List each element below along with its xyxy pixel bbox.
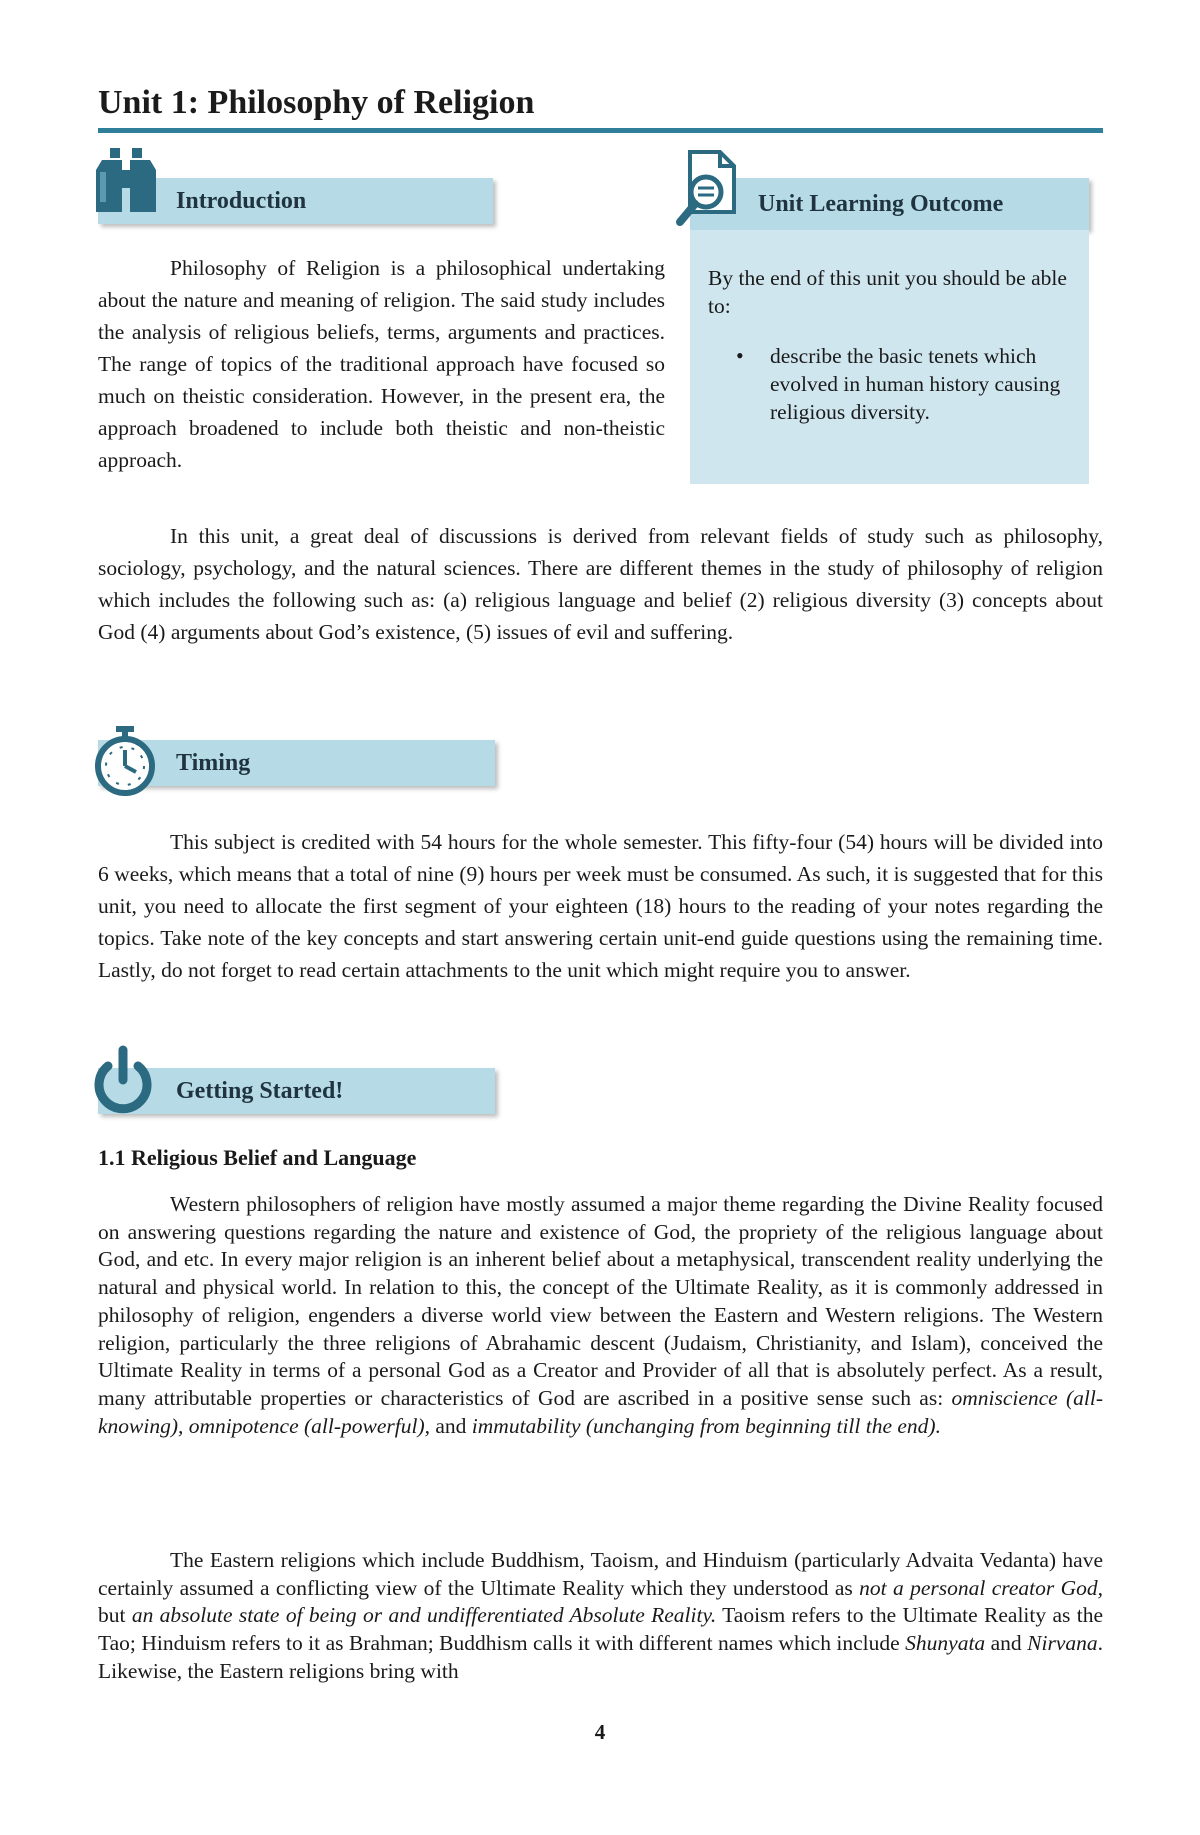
introduction-paragraph: Philosophy of Religion is a philosophical undertaking about the nature and meaning of religion. The said study includes the analysis of religious beliefs, terms, arguments and practices. The range of topics of the traditional approach have focused so much on theistic consideration. However, in the present era, the approach broadened to include both theistic and non-theistic approach.: [98, 256, 665, 472]
section-subheading: 1.1 Religious Belief and Language: [98, 1145, 417, 1170]
outcome-lead: By the end of this unit you should be able to:: [708, 266, 1067, 318]
religious-belief-paragraph-1: Western philosophers of religion have mostly assumed a major theme regarding the Divine Reality focused on answering questions regarding the nature and existence of God, the propriety of the religious language about God, and etc. In every major religion is an inherent belief about a metaphysical, transcendent reality underlying the natural and physical world. In relation to this, the concept of the Ultimate Reality, as it is commonly addressed in philosophy of religion, engenders a diverse world view between the Eastern and Western religions. The Western religion, particularly the three religions of Abrahamic descent (Judaism, Christianity, and Islam), conceived the Ultimate Reality in terms of a personal God as a Creator and Provider of all that is absolutely perfect. As a result, many attributable properties or characteristics of God are ascribed in a positive sense such as: omniscience (all-knowing), omnipotence (all-powerful), and immutability (unchanging from beginning till the end).: [98, 1192, 1103, 1438]
getting-started-banner: [98, 1068, 495, 1114]
page-title: Unit 1: Philosophy of Religion: [98, 84, 535, 121]
timing-paragraph: This subject is credited with 54 hours for the whole semester. This fifty-four (54) hours will be divided into 6 weeks, which means that a total of nine (9) hours per week must be consumed. As such, it is suggested that for this unit, you need to allocate the first segment of your eighteen (18) hours to the reading of your notes regarding the topics. Take note of the key concepts and start answering certain unit-end guide questions using the remaining time. Lastly, do not forget to read certain attachments to the unit which might require you to answer.: [98, 830, 1103, 982]
title-rule: [98, 128, 1103, 133]
getting-started-heading: Getting Started!: [176, 1078, 344, 1104]
outcome-list: [708, 342, 1071, 426]
outcome-banner: [690, 178, 1089, 230]
emphasis-immutability: immutability (unchanging from beginning till the end).: [471, 1413, 941, 1438]
outcome-heading: Unit Learning Outcome: [758, 191, 1004, 217]
power-icon: [90, 1044, 156, 1116]
page-number: 4: [594, 1720, 606, 1744]
outcome-box: [690, 230, 1089, 484]
emphasis-attributes: omniscience (all-knowing), omnipotence (all-powerful),: [98, 1385, 1103, 1438]
outcome-item: • describe the basic tenets which evolved in human history causing religious diversity.: [770, 342, 1071, 426]
religious-belief-paragraph-2: The Eastern religions which include Buddhism, Taoism, and Hinduism (particularly Advaita Vedanta) have certainly assumed a conflicting view of the Ultimate Reality which they understood as not a personal creator God, but an absolute state of being or and undifferentiated Absolute Reality. Taoism refers to the Ultimate Reality as the Tao; Hinduism refers to it as Brahman; Buddhism calls it with different names which include Shunyata and Nirvana. Likewise, the Eastern religions bring with: [98, 1548, 1103, 1683]
introduction-heading: Introduction: [176, 188, 307, 214]
document-magnifier-icon: [676, 150, 742, 228]
introduction-paragraph-2: In this unit, a great deal of discussions is derived from relevant fields of study such as philosophy, sociology, psychology, and the natural sciences. There are different themes in the study of philosophy of religion which includes the following such as: (a) religious language and belief (2) religious diversity (3) concepts about God (4) arguments about God’s existence, (5) issues of evil and suffering.: [98, 524, 1103, 644]
timing-heading: Timing: [176, 750, 251, 776]
timing-banner: [98, 740, 495, 786]
binoculars-icon: [96, 148, 158, 214]
stopwatch-icon: [94, 726, 156, 798]
